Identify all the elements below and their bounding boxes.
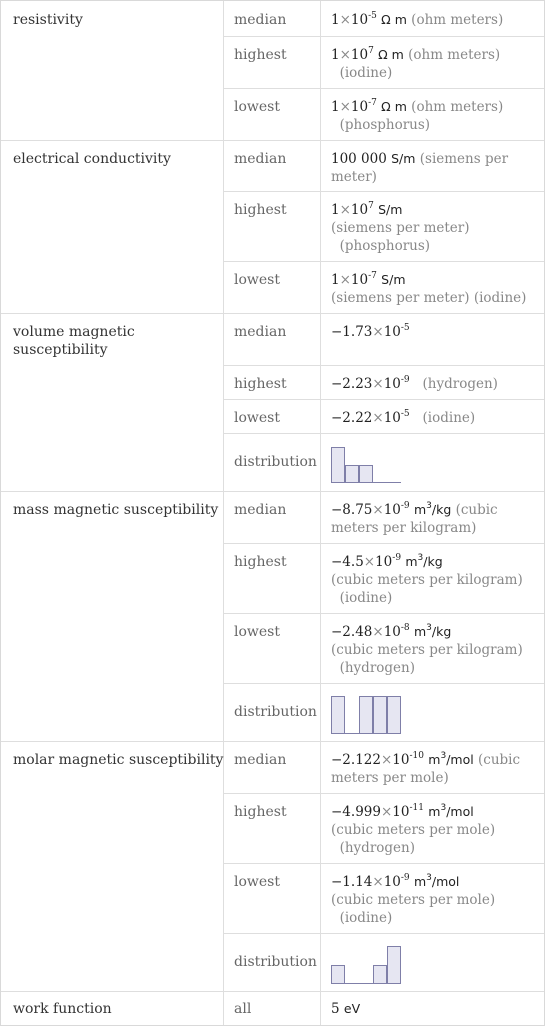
resistivity-median-value: $1\times 10^{-5}$ Ω m (ohm meters) <box>331 11 504 28</box>
row-divider <box>223 683 544 684</box>
property-label-mass-magnetic-susceptibility: mass magnetic susceptibility <box>13 502 219 518</box>
sub-label-highest: highest <box>234 47 287 63</box>
histogram-bar <box>373 965 387 984</box>
element-note: (iodine) <box>339 910 393 926</box>
element-note: (phosphorus) <box>339 117 431 133</box>
conductivity-highest-value: $1\times 10^7$ S/m (siemens per meter) (phosphorus) <box>331 201 470 254</box>
sub-label-median: median <box>234 12 287 28</box>
property-label-electrical-conductivity: electrical conductivity <box>13 151 171 167</box>
histogram-bar <box>387 696 401 734</box>
sub-label-highest: highest <box>234 804 287 820</box>
mass-mag-lowest-value: $-2.48\times 10^{-8}$ $m^3/kg$ (cubic meters per kilogram) (hydrogen) <box>331 623 523 676</box>
work-function-value: 5 eV <box>331 1001 361 1017</box>
element-note: (iodine) <box>473 290 527 306</box>
row-divider <box>223 613 544 614</box>
volume-mag-median-value: $-1.73\times 10^{-5}$ <box>331 323 410 340</box>
row-divider <box>223 88 544 89</box>
row-divider <box>223 543 544 544</box>
group-divider <box>1 991 544 992</box>
sub-label-distribution: distribution <box>234 454 317 470</box>
sub-label-lowest: lowest <box>234 99 280 115</box>
sub-label-distribution: distribution <box>234 704 317 720</box>
property-label-work-function: work function <box>13 1001 112 1017</box>
sub-label-distribution: distribution <box>234 954 317 970</box>
sub-label-lowest: lowest <box>234 410 280 426</box>
row-divider <box>223 36 544 37</box>
resistivity-highest-value: $1\times 10^7$ Ω m (ohm meters) (iodine) <box>331 46 501 81</box>
group-divider <box>1 741 544 742</box>
row-divider <box>223 191 544 192</box>
histogram-bar <box>331 447 345 483</box>
sub-label-lowest: lowest <box>234 624 280 640</box>
element-note: (hydrogen) <box>339 840 415 856</box>
sub-label-median: median <box>234 151 287 167</box>
sub-label-all: all <box>234 1001 252 1017</box>
row-divider <box>223 399 544 400</box>
property-label-volume-magnetic-susceptibility: volume magnetic susceptibility <box>13 324 135 358</box>
volume-mag-lowest-value: $-2.22\times 10^{-5}$ (iodine) <box>331 409 476 426</box>
histogram-bar <box>331 696 345 734</box>
molar-mag-highest-value: $-4.999\times 10^{-11}$ $m^3$/mol (cubic meters per mole) (hydrogen) <box>331 803 496 856</box>
histogram-bar <box>345 465 359 483</box>
mass-mag-median-value: $-8.75\times 10^{-9}$ $m^3/kg$ (cubic meters per kilogram) <box>331 501 498 536</box>
sub-label-median: median <box>234 502 287 518</box>
sub-label-lowest: lowest <box>234 272 280 288</box>
sub-label-median: median <box>234 324 287 340</box>
element-note: (iodine) <box>339 590 393 606</box>
molar-mag-lowest-value: $-1.14\times 10^{-9}$ $m^3$/mol (cubic meters per mole) (iodine) <box>331 873 496 926</box>
row-divider <box>223 365 544 366</box>
distribution-histogram-volume <box>331 445 411 483</box>
group-divider <box>1 491 544 492</box>
row-divider <box>223 433 544 434</box>
distribution-histogram-molar <box>331 944 411 984</box>
group-divider <box>1 140 544 141</box>
histogram-bar <box>359 465 373 483</box>
row-divider <box>223 793 544 794</box>
group-divider <box>1 313 544 314</box>
element-note: (hydrogen) <box>422 376 498 392</box>
row-divider <box>223 863 544 864</box>
distribution-histogram-mass <box>331 694 411 734</box>
histogram-bar <box>387 946 401 984</box>
sub-label-highest: highest <box>234 376 287 392</box>
conductivity-lowest-value: $1\times 10^{-7}$ S/m (siemens per meter) (iodine) <box>331 271 527 306</box>
property-label-resistivity: resistivity <box>13 12 83 28</box>
sub-label-lowest: lowest <box>234 874 280 890</box>
conductivity-median-value: 100 000 S/m (siemens per meter) <box>331 151 509 185</box>
histogram-bar <box>373 696 387 734</box>
molar-mag-median-value: $-2.122\times 10^{-10}$ $m^3$/mol (cubic meters per mole) <box>331 751 521 786</box>
column-divider-2 <box>320 1 321 1025</box>
column-divider-1 <box>223 1 224 1025</box>
element-note: (iodine) <box>339 65 393 81</box>
element-note: (hydrogen) <box>339 660 415 676</box>
sub-label-highest: highest <box>234 202 287 218</box>
volume-mag-highest-value: $-2.23\times 10^{-9}$ (hydrogen) <box>331 375 498 392</box>
histogram-bar <box>331 965 345 984</box>
element-note: (iodine) <box>422 410 476 426</box>
row-divider <box>223 933 544 934</box>
sub-label-highest: highest <box>234 554 287 570</box>
mass-mag-highest-value: $-4.5\times 10^{-9}$ $m^3/kg$ (cubic meters per kilogram) (iodine) <box>331 553 523 606</box>
histogram-bar <box>359 696 373 734</box>
row-divider <box>223 261 544 262</box>
property-label-molar-magnetic-susceptibility: molar magnetic susceptibility <box>13 752 224 768</box>
sub-label-median: median <box>234 752 287 768</box>
element-note: (phosphorus) <box>339 238 431 254</box>
resistivity-lowest-value: $1\times 10^{-7}$ Ω m (ohm meters) (phosphorus) <box>331 98 504 133</box>
